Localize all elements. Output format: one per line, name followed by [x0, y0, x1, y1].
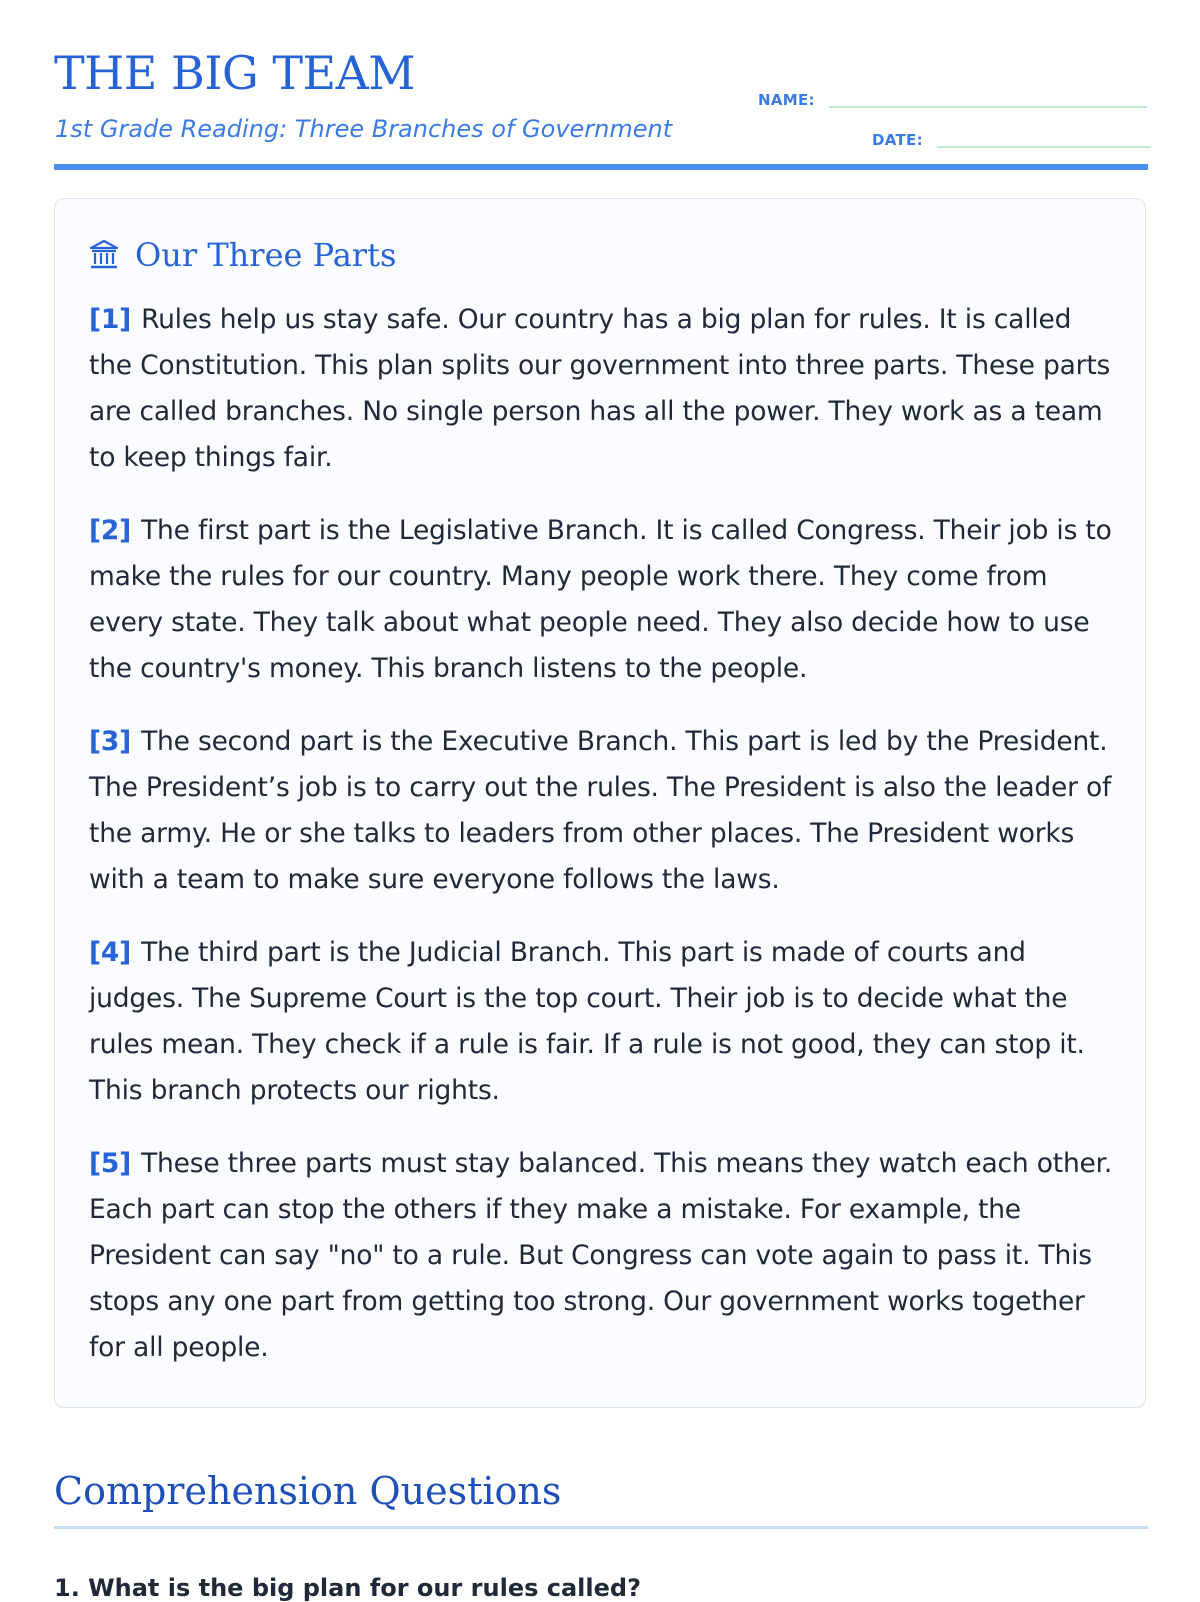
question-1: 1. What is the big plan for our rules called?: [54, 1574, 642, 1602]
paragraph-text: Rules help us stay safe. Our country has a big plan for rules. It is called the Constitution. This plan splits our government into three parts. These parts are called branches. No single person has all the power. They work as a team to keep things fair.: [89, 304, 1111, 473]
paragraph-3: [89, 719, 1113, 903]
passage-title: Our Three Parts: [135, 236, 397, 274]
paragraph-1: [89, 297, 1113, 481]
paragraph-number: [1]: [89, 304, 132, 335]
name-label: NAME:: [758, 91, 815, 109]
header-divider: [54, 164, 1148, 170]
bank-icon: [89, 239, 119, 271]
passage-paragraphs: [89, 297, 1113, 1398]
questions-divider: [54, 1526, 1148, 1529]
questions-heading: Comprehension Questions: [54, 1469, 562, 1513]
paragraph-4: [89, 930, 1113, 1114]
date-input-line[interactable]: [937, 126, 1151, 148]
paragraph-number: [2]: [89, 515, 132, 546]
paragraph-text: These three parts must stay balanced. This means they watch each other. Each part can stop the others if they make a mistake. For example, the President can say "no" to a rule. But Congress can vote again to pass it. This stops any one part from getting too strong. Our government works together for all people.: [89, 1148, 1113, 1363]
paragraph-text: The second part is the Executive Branch. This part is led by the President. The President’s job is to carry out the rules. The President is also the leader of the army. He or she talks to leaders from other places. The President works with a team to make sure everyone follows the laws.: [89, 726, 1112, 895]
paragraph-number: [5]: [89, 1148, 132, 1179]
paragraph-5: [89, 1141, 1113, 1371]
worksheet-subtitle: 1st Grade Reading: Three Branches of Government: [55, 115, 673, 143]
paragraph-number: [4]: [89, 937, 132, 968]
worksheet-title: THE BIG TEAM: [54, 46, 415, 100]
name-input-line[interactable]: [829, 86, 1147, 108]
passage-heading: [89, 236, 397, 274]
worksheet-header: [54, 0, 1148, 170]
paragraph-text: The first part is the Legislative Branch. It is called Congress. Their job is to make the rules for our country. Many people work there. They come from every state. They talk about what people need. They also decide how to use the country's money. This branch listens to the people.: [89, 515, 1112, 684]
reading-passage-card: [54, 198, 1146, 1408]
paragraph-2: [89, 508, 1113, 692]
date-field: [872, 126, 1151, 148]
name-field: [758, 86, 1147, 108]
worksheet-page: [54, 0, 1148, 1602]
paragraph-text: The third part is the Judicial Branch. This part is made of courts and judges. The Supreme Court is the top court. Their job is to decide what the rules mean. They check if a rule is fair. If a rule is not good, they can stop it. This branch protects our rights.: [89, 937, 1085, 1106]
date-label: DATE:: [872, 131, 923, 149]
paragraph-number: [3]: [89, 726, 132, 757]
